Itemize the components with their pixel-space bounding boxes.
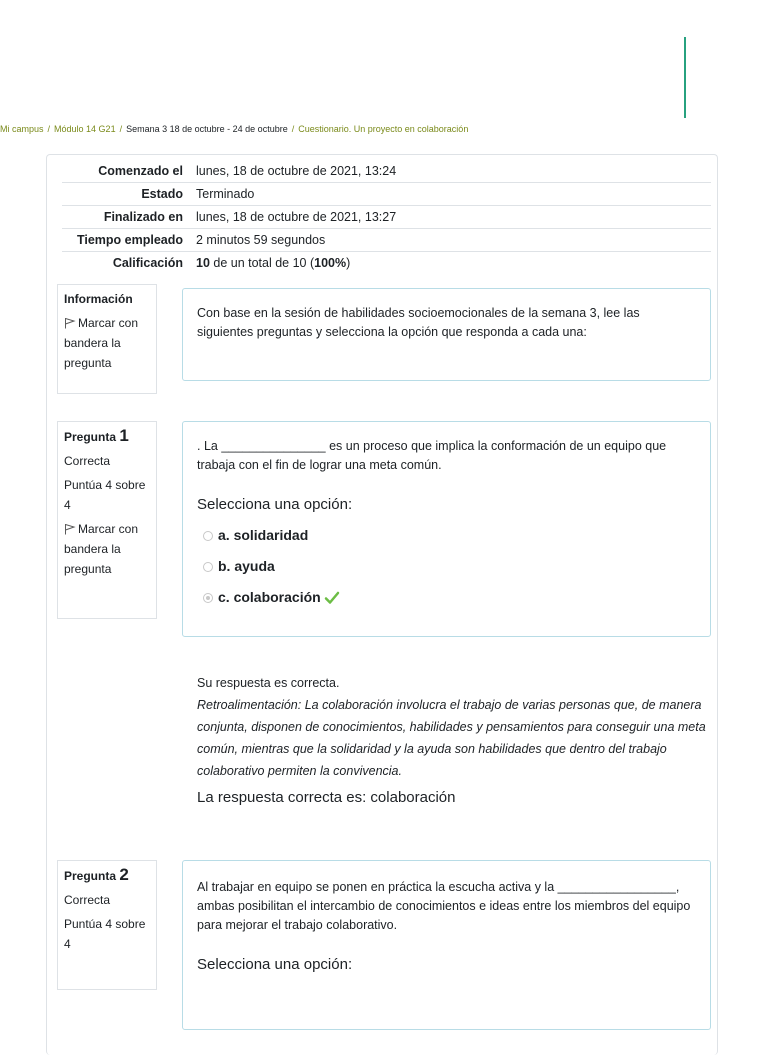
flag-icon (64, 523, 76, 535)
question-2-score: Puntúa 4 sobre 4 (64, 917, 146, 951)
summary-value: lunes, 18 de octubre de 2021, 13:27 (196, 206, 711, 229)
radio-button[interactable] (203, 562, 213, 572)
breadcrumb-separator: / (47, 124, 51, 134)
feedback-status: Su respuesta es correcta. (197, 676, 340, 690)
option-c[interactable] (197, 582, 696, 613)
summary-label: Comenzado el (62, 160, 196, 183)
summary-row-grade (62, 252, 711, 275)
summary-row-time (62, 229, 711, 252)
grade-value (196, 252, 711, 275)
summary-row-started (62, 160, 711, 183)
summary-row-finished (62, 206, 711, 229)
option-label: b. ayuda (218, 558, 275, 574)
header-accent-line (684, 37, 686, 118)
breadcrumb-semana: Semana 3 18 de octubre - 24 de octubre (126, 124, 288, 134)
grade-close: ) (346, 256, 351, 270)
radio-button-selected[interactable] (203, 593, 213, 603)
summary-label: Finalizado en (62, 206, 196, 229)
summary-value: 2 minutos 59 segundos (196, 229, 711, 252)
option-a[interactable] (197, 520, 696, 551)
question-1-text: . La _______________ es un proceso que implica la conformación de un equipo que trabaja con el fin de lograr una meta común. (197, 439, 667, 472)
grade-total: de un total de 10 ( (209, 256, 315, 270)
summary-value: Terminado (196, 183, 711, 206)
flag-icon (64, 317, 76, 329)
feedback-text: Retroalimentación: La colaboración involucra el trabajo de varias personas que, de manera conjunta, disponen de conocimientos, habilidades y pensamientos para conseguir una meta común, mientras que la solidaridad y la ayuda son habilidades que dentro del trabajo colaborativo permiten la convivencia. (197, 698, 706, 778)
attempt-summary-table (62, 160, 711, 274)
info-content (182, 288, 711, 381)
breadcrumb-separator: / (119, 124, 123, 134)
question-number: 1 (119, 426, 129, 445)
question-2-text: Al trabajar en equipo se ponen en práctica la escucha activa y la _________________, ambas posibilitan el intercambio de conocimientos e ideas entre los miembros del equipo para mejorar el trabajo colaborativo. (197, 880, 691, 932)
question-1-content (182, 421, 711, 637)
breadcrumb-modulo[interactable]: Módulo 14 G21 (54, 124, 116, 134)
select-option-label: Selecciona una opción: (197, 956, 353, 973)
info-title: Información (64, 292, 133, 306)
summary-label: Calificación (112, 256, 183, 270)
radio-button[interactable] (203, 531, 213, 541)
summary-label: Tiempo empleado (62, 229, 196, 252)
breadcrumb-cuestionario[interactable]: Cuestionario. Un proyecto en colaboración (298, 124, 469, 134)
flag-label: Marcar con bandera la pregunta (64, 522, 139, 576)
breadcrumb (0, 124, 468, 134)
breadcrumb-mi-campus[interactable]: Mi campus (0, 124, 44, 134)
info-text: Con base en la sesión de habilidades socioemocionales de la semana 3, lee las siguientes preguntas y selecciona la opción que responda a cada una: (197, 306, 640, 339)
check-icon (324, 591, 340, 605)
option-label: c. colaboración (218, 589, 321, 605)
question-2-content (182, 860, 711, 1030)
breadcrumb-separator: / (291, 124, 295, 134)
grade-percent: 100% (314, 256, 347, 270)
question-1-number (64, 426, 150, 447)
option-b[interactable] (197, 551, 696, 582)
grade-score: 10 (196, 256, 210, 270)
option-label: a. solidaridad (218, 527, 309, 543)
question-label: Pregunta (64, 430, 117, 444)
question-label: Pregunta (64, 869, 117, 883)
question-1-status: Correcta (64, 454, 111, 468)
question-1-sidebar (57, 421, 157, 619)
question-2-status: Correcta (64, 893, 111, 907)
summary-value: lunes, 18 de octubre de 2021, 13:24 (196, 160, 711, 183)
info-sidebar (57, 284, 157, 394)
select-option-label: Selecciona una opción: (197, 496, 353, 513)
flag-question-toggle[interactable] (64, 313, 150, 373)
flag-question-toggle[interactable] (64, 519, 150, 579)
correct-answer: La respuesta correcta es: colaboración (197, 789, 456, 806)
question-number: 2 (119, 865, 129, 884)
question-2-number (64, 865, 150, 886)
question-2-sidebar (57, 860, 157, 990)
flag-label: Marcar con bandera la pregunta (64, 316, 139, 370)
question-1-score: Puntúa 4 sobre 4 (64, 478, 146, 512)
summary-row-state (62, 183, 711, 206)
summary-label: Estado (62, 183, 196, 206)
question-1-feedback (197, 672, 707, 809)
